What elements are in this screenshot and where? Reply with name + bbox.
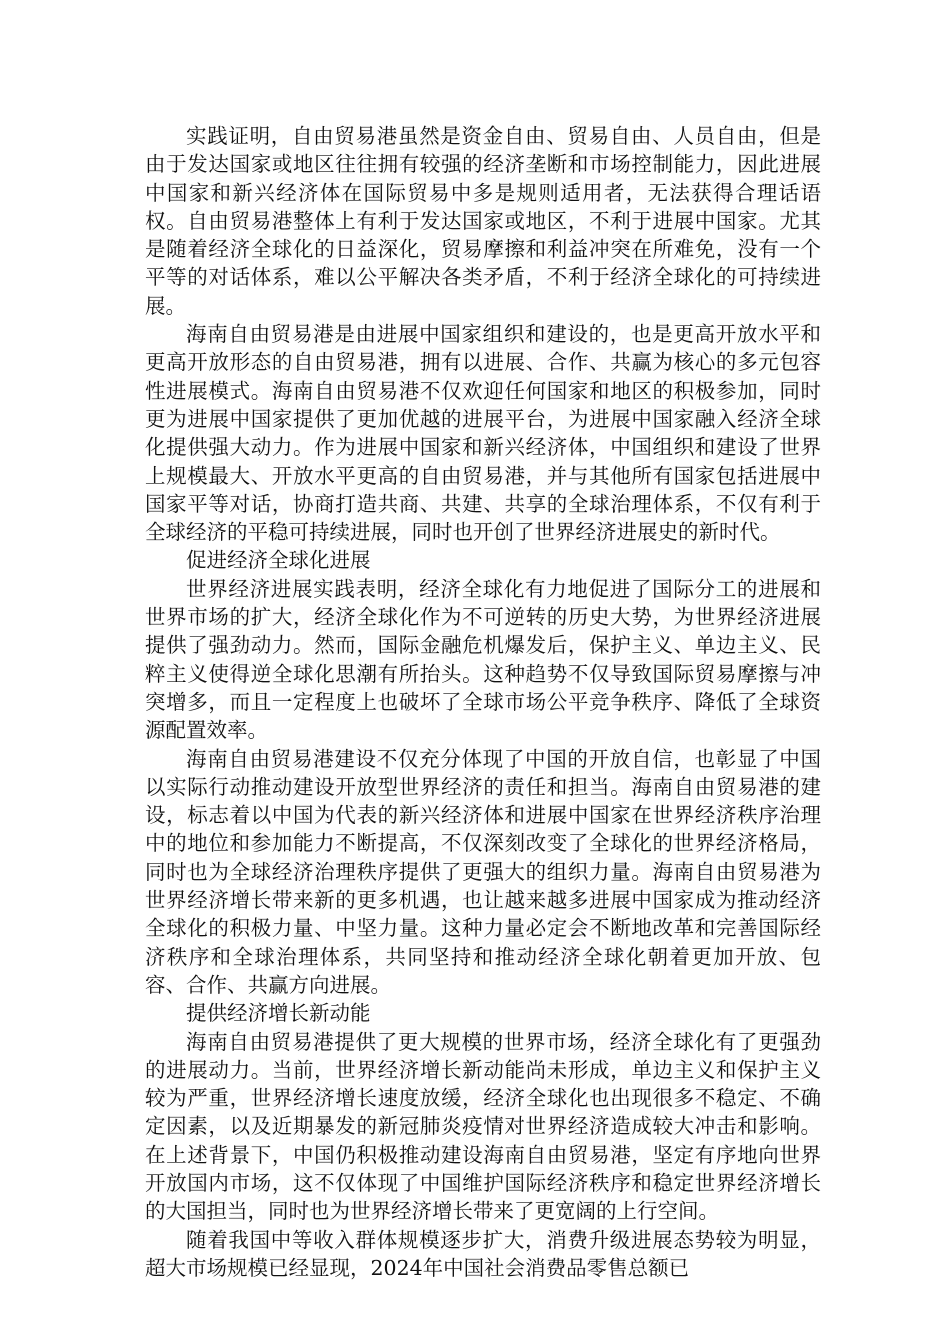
paragraph: 海南自由贸易港建设不仅充分体现了中国的开放自信，也彰显了中国以实际行动推动建设开放型世界经济的责任和担当。海南自由贸易港的建设，标志着以中国为代表的新兴经济体和进展中国家在世界经济秩序治理中的地位和参加能力不断提高，不仅深刻改变了全球化的世界经济格局，同时也为全球经济治理秩序提供了更强大的组织力量。海南自由贸易港为世界经济增长带来新的更多机遇，也让越来越多进展中国家成为推动经济全球化的积极力量、中坚力量。这种力量必定会不断地改革和完善国际经济秩序和全球治理体系，共同坚持和推动经济全球化朝着更加开放、包容、合作、共赢方向进展。: [145, 746, 821, 997]
paragraph: 海南自由贸易港提供了更大规模的世界市场，经济全球化有了更强劲的进展动力。当前，世界经济增长新动能尚未形成，单边主义和保护主义较为严重，世界经济增长速度放缓，经济全球化也出现很多不稳定、不确定因素，以及近期暴发的新冠肺炎疫情对世界经济造成较大冲击和影响。在上述背景下，中国仍积极推动建设海南自由贸易港，坚定有序地向世界开放国内市场，这不仅体现了中国维护国际经济秩序和稳定世界经济增长的大国担当，同时也为世界经济增长带来了更宽阔的上行空间。: [145, 1029, 821, 1224]
paragraph: 海南自由贸易港是由进展中国家组织和建设的，也是更高开放水平和更高开放形态的自由贸易港，拥有以进展、合作、共赢为核心的多元包容性进展模式。海南自由贸易港不仅欢迎任何国家和地区的积极参加，同时更为进展中国家提供了更加优越的进展平台，为进展中国家融入经济全球化提供强大动力。作为进展中国家和新兴经济体，中国组织和建设了世界上规模最大、开放水平更高的自由贸易港，并与其他所有国家包括进展中国家平等对话，协商打造共商、共建、共享的全球治理体系，不仅有利于全球经济的平稳可持续进展，同时也开创了世界经济进展史的新时代。: [145, 322, 821, 545]
document-body: [145, 122, 821, 1282]
section-heading: 提供经济增长新动能: [186, 1001, 371, 1026]
paragraph: 世界经济进展实践表明，经济全球化有力地促进了国际分工的进展和世界市场的扩大，经济全球化作为不可逆转的历史大势，为世界经济进展提供了强劲动力。然而，国际金融危机爆发后，保护主义、单边主义、民粹主义使得逆全球化思潮有所抬头。这种趋势不仅导致国际贸易摩擦与冲突增多，而且一定程度上也破坏了全球市场公平竞争秩序、降低了全球资源配置效率。: [145, 576, 821, 743]
paragraph: 随着我国中等收入群体规模逐步扩大，消费升级进展态势较为明显，超大市场规模已经显现，2024年中国社会消费品零售总额已: [145, 1227, 821, 1280]
paragraph: 实践证明，自由贸易港虽然是资金自由、贸易自由、人员自由，但是由于发达国家或地区往往拥有较强的经济垄断和市场控制能力，因此进展中国家和新兴经济体在国际贸易中多是规则适用者，无法获得合理话语权。自由贸易港整体上有利于发达国家或地区，不利于进展中国家。尤其是随着经济全球化的日益深化，贸易摩擦和利益冲突在所难免，没有一个平等的对话体系，难以公平解决各类矛盾，不利于经济全球化的可持续进展。: [145, 124, 821, 318]
section-heading: 促进经济全球化进展: [186, 548, 371, 573]
